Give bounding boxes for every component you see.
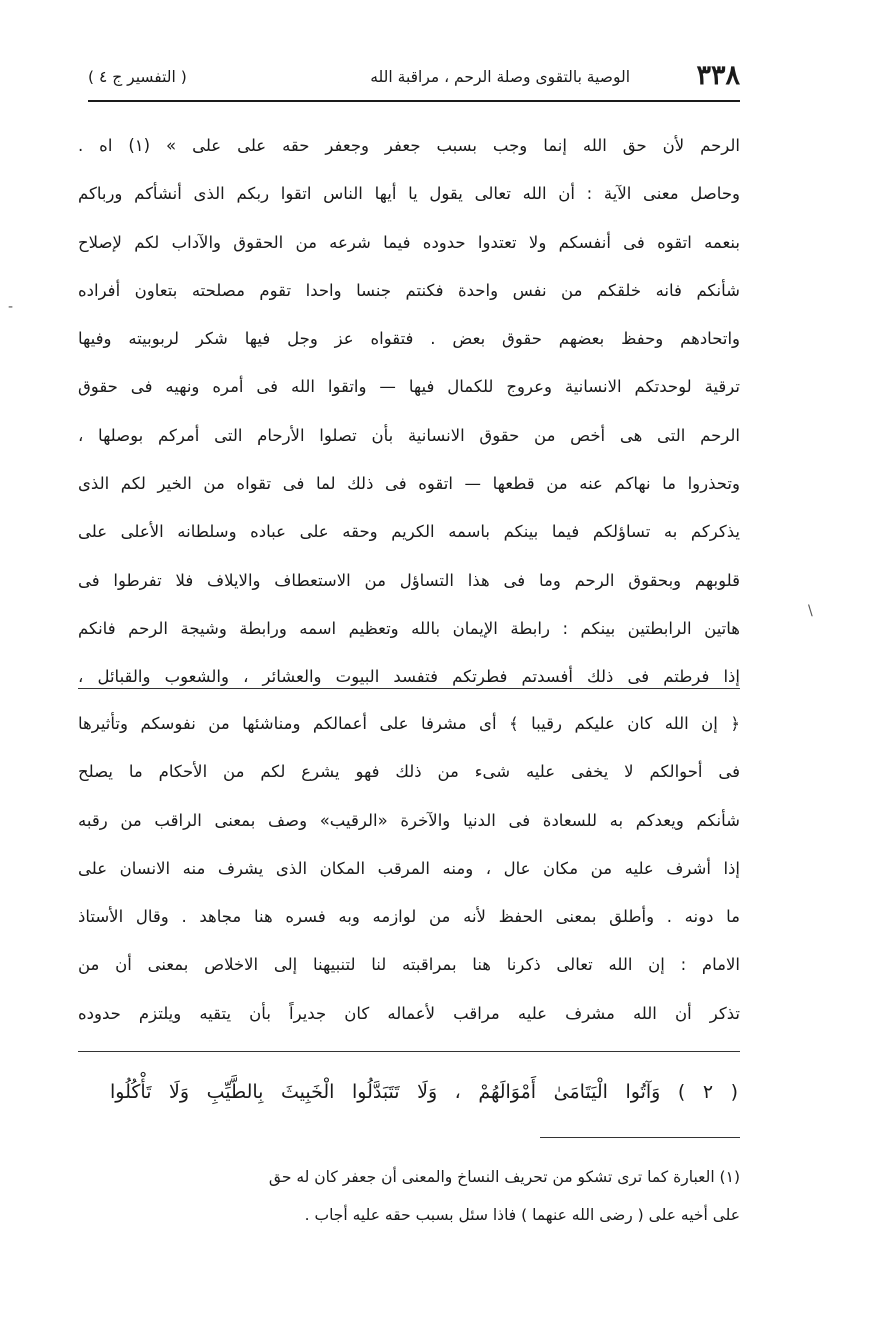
body-line: شأنكم ويعدكم به للسعادة فى الدنيا والآخرة «الرقيب» وصف بمعنى الراقب من رقبه <box>78 810 740 830</box>
body-line: هاتين الرابطتين بينكم : رابطة الإيمان بالله وتعظيم اسمه ورابطة وشيجة الرحم فانكم <box>78 618 740 638</box>
quran-verse: ( ٢ ) وَآتُوا الْيَتَامَىٰ أَمْوَالَهُمْ ، وَلَا تَتَبَدَّلُوا الْخَبِيثَ بِالطَّيِّبِ وَلَا تَأْكُلُوا <box>110 1081 738 1103</box>
section-divider <box>78 688 740 689</box>
body-line: وتحذروا ما نهاكم عنه من قطعها — اتقوه فى ذلك لما فى تقواه من الخير لكم الذى <box>78 474 740 494</box>
page-number: ٣٣٨ <box>696 60 740 91</box>
body-line: شأنكم فانه خلقكم من نفس واحدة فكنتم جنسا واحدا تقوم مصلحته بتعاون أفراده <box>78 280 740 300</box>
body-line: تذكر أن الله مشرف عليه مراقب لأعماله كان جديراً بأن يتقيه ويلتزم حدوده <box>78 1003 740 1023</box>
body-line: فى أحوالكم لا يخفى عليه شىء من ذلك فهو يشرع لكم من الأحكام ما يصلح <box>78 762 740 782</box>
margin-mark: \ <box>808 603 813 619</box>
body-line: ما دونه . وأطلق بمعنى الحفظ لأنه من لوازمه وبه فسره هنا مجاهد . وقال الأستاذ <box>78 907 740 927</box>
body-line: بنعمه اتقوه فى أنفسكم ولا تعتدوا حدوده فيما شرعه من الحقوق والآداب لكم لإصلاح <box>78 232 740 252</box>
body-line: قلوبهم وبحقوق الرحم وما فى هذا التساؤل من الاستعطاف والايلاف فلا تفرطوا فى <box>78 570 740 590</box>
body-text-section-2 <box>78 700 740 1038</box>
body-line: ترقية لوحدتكم الانسانية وعروج للكمال فيها — واتقوا الله فى أمره ونهيه فى حقوق <box>78 377 740 397</box>
body-line: إذا أشرف عليه من مكان عال ، ومنه المرقب المكان الذى يشرف منه الانسان على <box>78 858 740 878</box>
body-line: يذكركم به تساؤلكم فيما بينكم باسمه الكريم وحقه على عباده وسلطانه الأعلى على <box>78 522 740 542</box>
margin-mark: - <box>8 299 14 315</box>
body-line: واتحادهم وحفظ بعضهم حقوق بعض . فتقواه عز وجل فيها شكر لربوبيته وفيها <box>78 329 740 349</box>
volume-label: ( التفسير ج ٤ ) <box>88 68 187 86</box>
header-rule <box>88 100 740 102</box>
body-line: إذا فرطتم فى ذلك أفسدتم فطرتكم فتفسد البيوت والعشائر ، والشعوب والقبائل ، <box>78 667 740 687</box>
body-line: وحاصل معنى الآية : أن الله تعالى يقول يا أيها الناس اتقوا ربكم الذى أنشأكم ورباكم <box>78 184 740 204</box>
running-title: الوصية بالتقوى وصلة الرحم ، مراقبة الله <box>370 68 630 86</box>
verse-rule <box>78 1051 740 1052</box>
body-line: ﴿ إن الله كان عليكم رقيبا ﴾ أى مشرفا على أعمالكم ومناشئها من نفوسكم وتأثيرها <box>78 714 740 733</box>
running-header <box>88 58 740 98</box>
body-line: الرحم التى هى أخص من حقوق الانسانية بأن تصلوا الأرحام التى أمركم بوصلها ، <box>78 425 740 445</box>
body-line: الرحم لأن حق الله إنما وجب بسبب جعفر وجعفر حقه على على » (١) اه . <box>78 136 740 155</box>
body-line: الامام : إن الله تعالى ذكرنا هنا بمراقبته لنا لتنبيهنا إلى الاخلاص بمعنى أن من <box>78 955 740 975</box>
footnote-line: (١) العبارة كما ترى تشكو من تحريف النساخ والمعنى أن جعفر كان له حق <box>268 1168 740 1186</box>
footnote-line: على أخيه على ( رضى الله عنهما ) فاذا سئل بسبب حقه عليه أجاب . <box>304 1206 740 1224</box>
footnotes <box>120 1158 740 1234</box>
body-text-section-1 <box>78 122 740 702</box>
footnote-rule <box>540 1137 740 1138</box>
